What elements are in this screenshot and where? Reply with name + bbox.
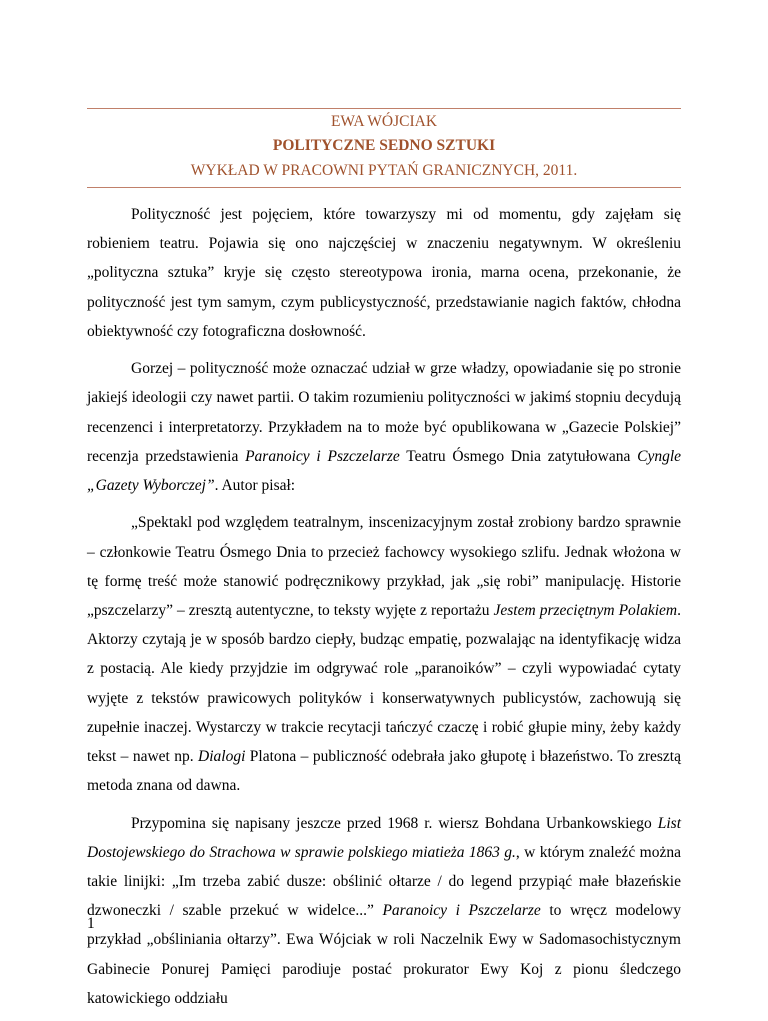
document-body	[87, 200, 681, 1021]
paragraph-1: Polityczność jest pojęciem, które towarzyszy mi od momentu, gdy zajęłam się robieniem teatru. Pojawia się ono najczęściej w znaczeniu negatywnym. W określeniu „polityczna sztuka” kryje się często stereotypowa ironia, marna ocena, przekonanie, że polityczność jest tym samym, czym publicystyczność, przedstawianie nagich faktów, chłodna obiektywność czy fotograficzna dosłowność.	[87, 206, 681, 340]
play-title: Paranoicy i Pszczelarze	[245, 447, 400, 465]
paragraph-3-text: . Aktorzy czytają je w sposób bardzo ciepły, budząc empatię, pozwalając na identyfikację widza z postacią. Ale kiedy przyjdzie im odgrywać role „paranoików” – czyli wypowiadać cytaty wyjęte z tekstów prawicowych polityków i konserwatywnych publicystów, zachowują się zupełnie inaczej. Wystarczy w trakcie recytacji tańczyć czaczę i robić głupie miny, żeby każdy tekst – nawet np.	[87, 602, 681, 766]
page-number: 1	[87, 915, 95, 932]
author-name: EWA WÓJCIAK	[330, 113, 438, 130]
header-rule-bottom	[87, 187, 681, 188]
lecture-title: POLITYCZNE SEDNO SZTUKI	[272, 137, 496, 154]
paragraph-3	[87, 508, 681, 800]
paragraph-2-text: . Autor pisał:	[214, 477, 296, 495]
reportage-title: Jestem przeciętnym Polakiem	[493, 602, 678, 620]
review-title: Cyngle „Gazety Wyborczej”	[87, 447, 682, 495]
paragraph-2-text: Teatru Ósmego Dnia zatytułowana	[399, 447, 638, 465]
paragraph-3-text: „Spektakl pod względem teatralnym, inscenizacyjnym został zrobiony bardzo sprawnie – członkowie Teatru Ósmego Dnia to przecież fachowcy wysokiego szlifu. Jednak włożona w tę formę treść może stanowić podręcznikowy przykład, jak „się robi” manipulację. Historie „pszczelarzy” – zresztą autentyczne, to teksty wyjęte z reportażu	[87, 514, 681, 620]
paragraph-4-text: Przypomina się napisany jeszcze przed 1968 r. wiersz Bohdana Urbankowskiego	[131, 814, 658, 832]
paragraph-4-text: to wręcz modelowy przykład „obśliniania ołtarzy”. Ewa Wójciak w roli Naczelnik Ewy w Sadomasochistycznym Gabinecie Ponurej Pamięci parodiuje postać prokurator Ewy Koj z pionu śledczego katowickiego oddziału	[87, 902, 681, 1007]
lecture-subtitle: WYKŁAD W PRACOWNI PYTAŃ GRANICZNYCH, 2011.	[190, 162, 578, 179]
work-title: Dialogi	[198, 748, 246, 766]
paragraph-4	[87, 809, 681, 1013]
paragraph-2-text: Gorzej – polityczność może oznaczać udział w grze władzy, opowiadanie się po stronie jakiejś ideologii czy nawet partii. O takim rozumieniu polityczności w jakimś stopniu decydują recenzenci i interpretatorzy. Przykładem na to może być opublikowana w „Gazecie Polskiej” recenzja przedstawienia	[87, 360, 681, 465]
paragraph-2	[87, 354, 681, 500]
play-title: Paranoicy i Pszczelarze	[382, 902, 541, 920]
paragraph-3-text: Platona – publiczność odebrała jako głupotę i błazeństwo. To zresztą metoda znana od dawna.	[87, 748, 681, 795]
poem-title: List Dostojewskiego do Strachowa w sprawie polskiego miatieża 1863 g.	[87, 814, 681, 861]
header-rule-top	[87, 108, 681, 109]
paragraph-4-text: , w którym znaleźć można takie linijki: „Im trzeba zabić dusze: obślinić ołtarze / do legend przypiąć małe błazeńskie dzwoneczki / szable przekuć w widelce...”	[87, 843, 681, 920]
